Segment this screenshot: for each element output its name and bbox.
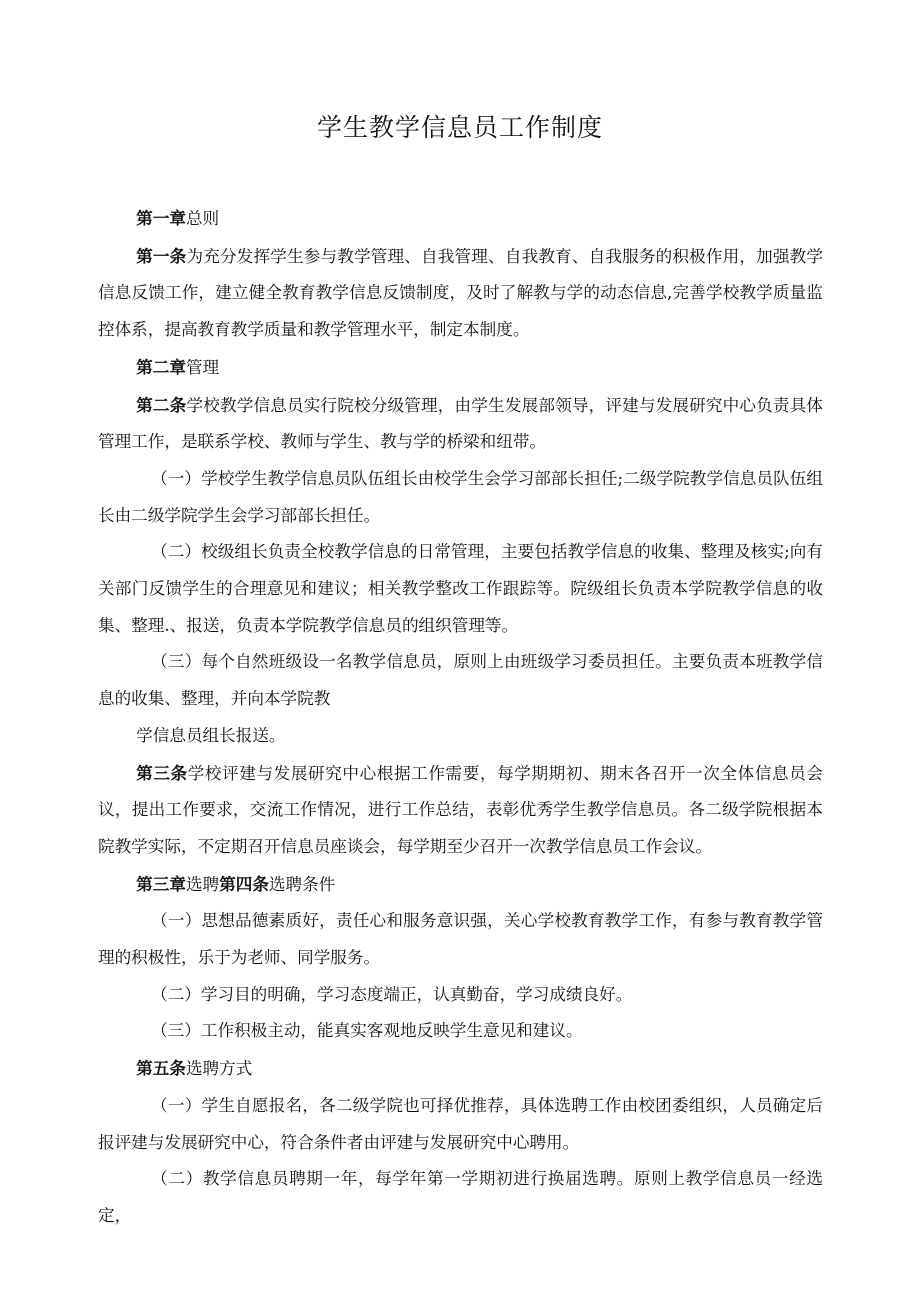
article-2-text: 学校教学信息员实行院校分级管理，由学生发展部领导，评建与发展研究中心负责具体管理工作，是联系学校、教师与学生、教与学的桥梁和纽带。 xyxy=(98,395,824,452)
article-2 xyxy=(98,387,823,461)
article-5-heading xyxy=(98,1050,823,1088)
article-5-item-1: （一）学生自愿报名，各二级学院也可择优推荐，具体选聘工作由校团委组织，人员确定后报评建与发展研究中心，符合条件者由评建与发展研究中心聘用。 xyxy=(98,1095,823,1152)
chapter-2-title: 管理 xyxy=(185,357,220,377)
article-2-item-3-tail: 学信息员组长报送。 xyxy=(136,725,286,745)
chapter-1-label: 第一章 xyxy=(136,208,186,228)
document-title: 学生教学信息员工作制度 xyxy=(316,113,603,142)
chapter-3-title: 选聘 xyxy=(185,874,220,894)
article-4-item-1: （一）思想品德素质好，责任心和服务意识强，关心学校教育教学工作，有参与教育教学管理的积极性，乐于为老师、同学服务。 xyxy=(98,911,823,968)
article-1-text: 为充分发挥学生参与教学管理、自我管理、自我教育、自我服务的积极作用，加强教学信息反馈工作，建立健全教育教学信息反馈制度，及时了解教与学的动态信息,完善学校教学质量监控体系，提高教育教学质量和教学管理水平，制定本制度。 xyxy=(98,246,824,340)
article-1-label: 第一条 xyxy=(136,245,187,266)
article-2-item-1: （一）学校学生教学信息员队伍组长由校学生会学习部部长担任;二级学院教学信息员队伍组长由二级学院学生会学习部部长担任。 xyxy=(98,468,823,525)
chapter-2-heading xyxy=(98,349,823,387)
article-5-item-2: （二）教学信息员聘期一年，每学年第一学期初进行换届选聘。原则上教学信息员一经选定， xyxy=(98,1169,823,1225)
document-body xyxy=(98,200,823,1235)
article-3-text: 学校评建与发展研究中心根据工作需要，每学期期初、期末各召开一次全体信息员会议，提出工作要求，交流工作情况，进行工作总结，表彰优秀学生教学信息员。各二级学院根据本院教学实际，不定期召开信息员座谈会，每学期至少召开一次教学信息员工作会议。 xyxy=(98,763,824,856)
article-3 xyxy=(98,755,823,866)
article-4-item-3: （三）工作积极主动，能真实客观地反映学生意见和建议。 xyxy=(151,1021,583,1041)
chapter-2-label: 第二章 xyxy=(136,356,186,377)
article-2-item-3: （三）每个自然班级设一名教学信息员，原则上由班级学习委员担任。主要负责本班教学信息的收集、整理，并向本学院教 xyxy=(98,652,823,709)
chapter-1-heading xyxy=(98,200,823,238)
article-3-label: 第三条 xyxy=(136,762,188,783)
article-4-item-2: （二）学习目的明确，学习态度端正，认真勤奋，学习成绩良好。 xyxy=(151,984,633,1004)
article-5-label: 第五条 xyxy=(136,1058,186,1079)
article-4-title: 选聘条件 xyxy=(268,874,336,894)
chapter-1-title: 总则 xyxy=(185,209,220,228)
article-4-label: 第四条 xyxy=(219,873,269,894)
article-2-item-2: （二）校级组长负责全校教学信息的日常管理，主要包括教学信息的收集、整理及核实;向有关部门反馈学生的合理意见和建议；相关教学整改工作跟踪等。院级组长负责本学院教学信息的收集、整理.、报送，负责本学院教学信息员的组织管理等。 xyxy=(98,542,823,635)
article-2-label: 第二条 xyxy=(136,394,187,415)
chapter-3-label: 第三章 xyxy=(136,873,186,894)
chapter-3-heading xyxy=(98,866,823,904)
article-5-title: 选聘方式 xyxy=(185,1059,253,1079)
article-1 xyxy=(98,238,823,349)
